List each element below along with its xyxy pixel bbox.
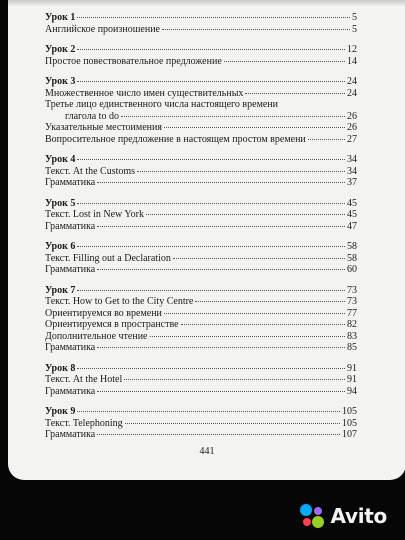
dot-leader — [97, 269, 345, 270]
toc-entry-text: Простое повествовательное предложение — [45, 55, 222, 67]
toc-lesson-title — [45, 241, 357, 253]
toc-lesson-title-text: Урок 7 — [45, 284, 76, 296]
toc-entry — [45, 221, 357, 233]
toc-lesson-title-page: 73 — [347, 284, 357, 296]
toc-entry-text: Текст. At the Customs — [45, 165, 136, 177]
dot-leader — [97, 391, 345, 392]
avito-brand-text: Avito — [330, 504, 387, 528]
toc-lesson — [45, 363, 357, 398]
page-top-edge — [8, 0, 405, 6]
toc-entry-text: Текст. How to Get to the City Centre — [45, 296, 194, 307]
toc-entry-page: 26 — [347, 110, 357, 122]
toc-lesson-title — [45, 12, 357, 24]
dot-leader — [77, 368, 345, 369]
toc-entry — [45, 386, 357, 398]
toc-entry-page: 5 — [352, 23, 357, 35]
toc-entry — [45, 374, 357, 386]
dot-leader — [125, 423, 340, 424]
dot-leader — [164, 127, 345, 128]
toc-lesson-title — [45, 154, 357, 166]
dot-leader — [77, 159, 345, 160]
toc-entry-text: Грамматика — [45, 429, 96, 440]
toc-lesson — [45, 241, 357, 276]
toc-entry — [45, 319, 357, 331]
toc-entry-page: 60 — [347, 264, 357, 275]
toc-lesson — [45, 406, 357, 441]
toc-entry-page: 105 — [342, 417, 357, 429]
toc-lesson-title — [45, 198, 357, 210]
toc-lesson-title-text: Урок 3 — [45, 76, 76, 87]
toc-entry-page: 83 — [347, 330, 357, 342]
toc-lesson-title-page: 24 — [347, 76, 357, 87]
toc-lesson-title-page: 12 — [347, 44, 357, 55]
toc-entry-page: 27 — [347, 133, 357, 145]
toc-entry-page: 85 — [347, 342, 357, 353]
toc-entry-text: Грамматика — [45, 342, 96, 353]
toc-entry — [45, 166, 357, 178]
toc-entry-text: Текст. Filling out a Declaration — [45, 252, 171, 264]
toc-entry-text: Третье лицо единственного числа настоящего времени — [45, 99, 279, 110]
toc-entry-page: 47 — [347, 220, 357, 232]
toc-entry — [45, 308, 357, 320]
dot-leader — [97, 182, 345, 183]
avito-dot — [303, 518, 311, 526]
toc-entry — [45, 24, 357, 36]
dot-leader — [164, 313, 345, 314]
toc-lesson-title-text: Урок 5 — [45, 197, 76, 209]
toc-lesson — [45, 198, 357, 233]
toc-entry — [45, 177, 357, 189]
toc-entry-text: Грамматика — [45, 385, 96, 397]
toc-entry-page: 77 — [347, 307, 357, 319]
toc-lesson-title-page: 45 — [347, 197, 357, 209]
toc-entry — [45, 122, 357, 134]
dot-leader — [173, 258, 345, 259]
toc-entry — [45, 253, 357, 265]
toc-lesson-title — [45, 285, 357, 297]
toc-entry — [45, 99, 357, 111]
toc-entry-page: 14 — [347, 55, 357, 67]
dot-leader — [245, 93, 345, 94]
dot-leader — [181, 324, 345, 325]
toc-entry-text: Множественное число имен существительных — [45, 87, 244, 99]
toc-lesson-title-page: 58 — [347, 241, 357, 252]
toc-lesson — [45, 12, 357, 35]
dot-leader — [77, 411, 340, 412]
toc-entry — [45, 134, 357, 146]
toc-entry-page: 24 — [347, 87, 357, 99]
toc-entry-text: Грамматика — [45, 264, 96, 275]
avito-watermark — [299, 503, 387, 529]
toc-lesson-title-page: 34 — [347, 154, 357, 165]
toc-entry-text: Английское произношение — [45, 23, 160, 35]
dot-leader — [308, 139, 345, 140]
dot-leader — [224, 61, 345, 62]
dot-leader — [77, 290, 345, 291]
toc-lesson-title-page: 5 — [352, 12, 357, 23]
toc-lesson-title-text: Урок 8 — [45, 362, 76, 374]
avito-dot — [300, 504, 312, 516]
toc-entry-page: 94 — [347, 385, 357, 397]
toc-lesson — [45, 76, 357, 145]
dot-leader — [146, 214, 345, 215]
toc-entry — [45, 418, 357, 430]
toc-lesson-title — [45, 406, 357, 418]
toc-entry-text: Дополнительное чтение — [45, 330, 148, 342]
toc-entry-page: 91 — [347, 374, 357, 385]
toc-entry-page: 45 — [347, 209, 357, 220]
table-of-contents — [45, 12, 357, 450]
toc-lesson-title-text: Урок 6 — [45, 241, 76, 252]
dot-leader — [195, 301, 345, 302]
toc-entry-page: 37 — [347, 177, 357, 188]
toc-entry — [45, 209, 357, 221]
toc-entry — [45, 88, 357, 100]
toc-entry-text: Текст. At the Hotel — [45, 374, 123, 385]
toc-entry-text: Грамматика — [45, 177, 96, 188]
dot-leader — [97, 347, 345, 348]
toc-entry — [45, 342, 357, 354]
dot-leader — [150, 336, 346, 337]
toc-lesson — [45, 285, 357, 354]
toc-entry-text: Ориентируемся во времени — [45, 307, 162, 319]
toc-lesson-title-text: Урок 4 — [45, 154, 76, 165]
avito-logo-icon — [299, 503, 325, 529]
toc-lesson-title-page: 105 — [342, 406, 357, 417]
toc-entry-page: 34 — [347, 165, 357, 177]
dot-leader — [77, 17, 350, 18]
toc-lesson-title — [45, 76, 357, 88]
toc-entry-page: 73 — [347, 296, 357, 307]
dot-leader — [77, 49, 345, 50]
page-number: 441 — [199, 446, 215, 457]
toc-entry — [45, 331, 357, 343]
toc-entry-text: Вопросительное предложение в настоящем простом времени — [45, 133, 306, 145]
toc-entry-page: 26 — [347, 122, 357, 133]
toc-lesson-title — [45, 363, 357, 375]
dot-leader — [137, 171, 345, 172]
avito-dot — [312, 516, 324, 528]
book-page — [8, 0, 405, 480]
dot-leader — [77, 81, 345, 82]
toc-lesson — [45, 44, 357, 67]
toc-lesson-title-text: Урок 2 — [45, 44, 76, 55]
toc-entry-text: Текст. Telephoning — [45, 417, 123, 429]
toc-entry-page: 107 — [342, 429, 357, 440]
toc-entry — [45, 264, 357, 276]
dot-leader — [162, 29, 350, 30]
avito-dot — [314, 507, 322, 515]
toc-entry-text: Грамматика — [45, 220, 96, 232]
toc-lesson-title — [45, 44, 357, 56]
toc-entry-text: Ориентируемся в пространстве — [45, 319, 179, 330]
toc-lesson — [45, 154, 357, 189]
toc-lesson-title-text: Урок 1 — [45, 12, 76, 23]
toc-entry-page: 82 — [347, 319, 357, 330]
toc-entry-text: глагола to do — [65, 110, 119, 122]
dot-leader — [97, 434, 340, 435]
toc-entry — [45, 296, 357, 308]
dot-leader — [121, 116, 345, 117]
dot-leader — [97, 226, 345, 227]
toc-entry-text: Указательные местоимения — [45, 122, 162, 133]
toc-entry — [45, 111, 357, 123]
dot-leader — [77, 203, 345, 204]
toc-entry — [45, 429, 357, 441]
toc-entry — [45, 56, 357, 68]
toc-entry-page: 58 — [347, 252, 357, 264]
dot-leader — [77, 246, 345, 247]
toc-lesson-title-text: Урок 9 — [45, 406, 76, 417]
toc-entry-text: Текст. Lost in New York — [45, 209, 144, 220]
toc-lesson-title-page: 91 — [347, 362, 357, 374]
dot-leader — [124, 379, 345, 380]
